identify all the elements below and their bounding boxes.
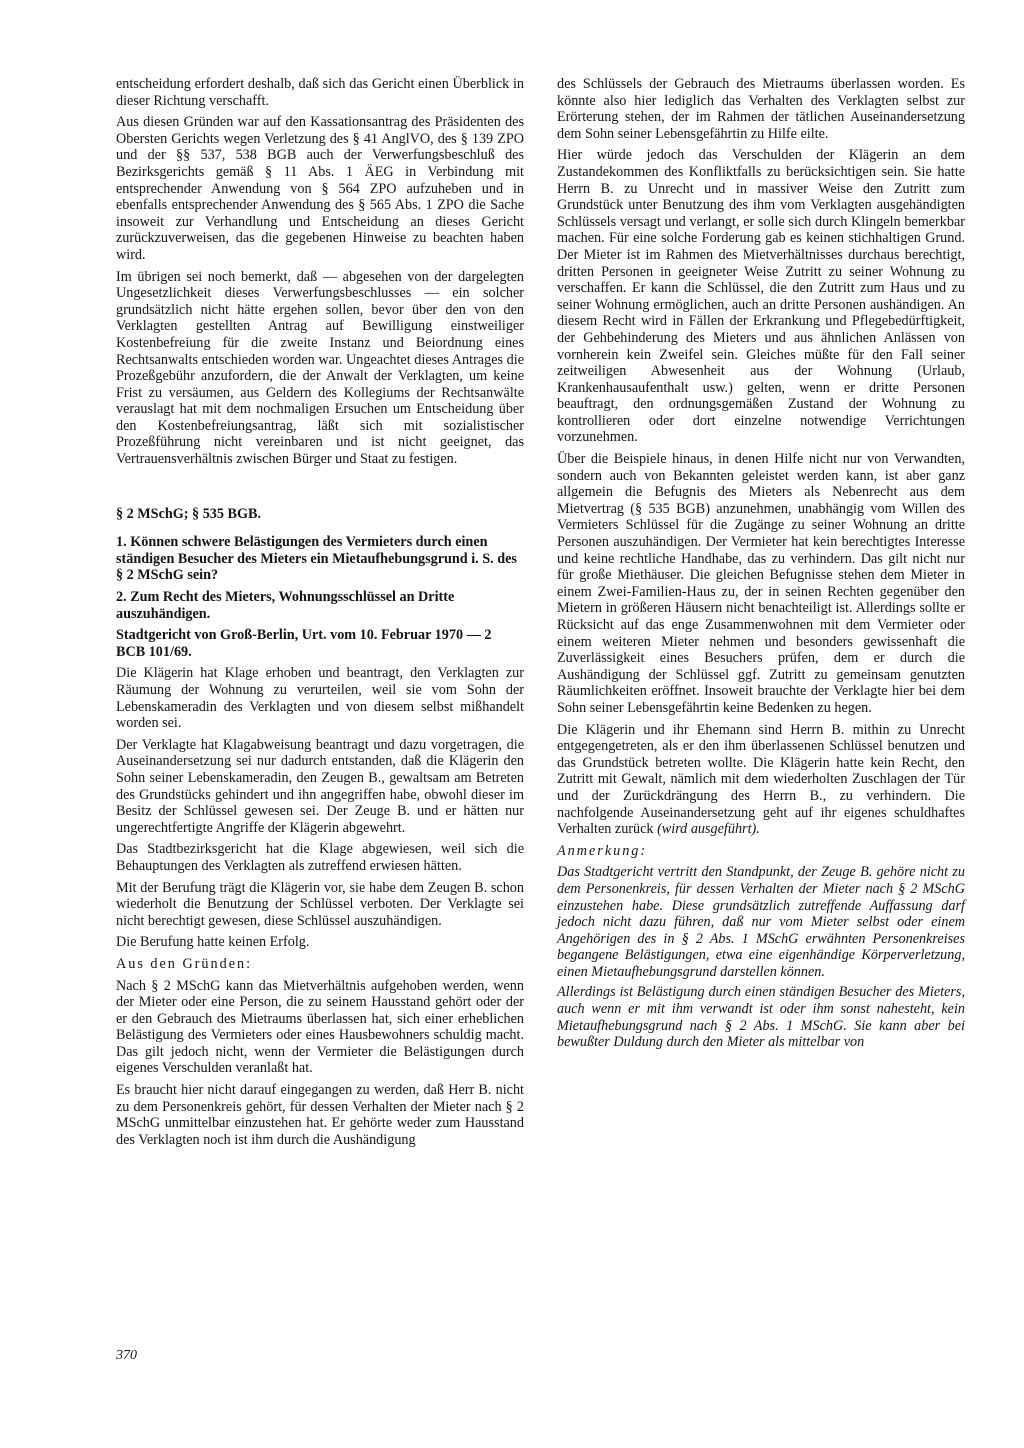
annotation-body <box>557 864 965 1051</box>
court-citation: Stadtgericht von Groß-Berlin, Urt. vom 10. Februar 1970 — 2 BCB 101/69. <box>116 627 492 660</box>
paragraph: Im übrigen sei noch bemerkt, daß — abgesehen von der dargelegten Ungesetzlichkeit dieses Verwerfungsbeschlusses — ein solcher grundsätzlich nicht hätte ergehen sollen, bevor über den von den Verklagten gestellten Antrag auf Bewilligung einstweiliger Kostenbefreiung für die zweite Instanz und Beiordnung eines Rechtsanwalts entschieden worden war. Ungeachtet dieses Antrages die Prozeßgebühr anzufordern, die der Anwalt der Verklagten, um keine Frist zu versäumen, aus Geldern des Kollegiums der Rechtsanwälte verauslagt hat mit dem nochmaligen Ersuchen um Entscheidung über den Kostenbefreiungsantrag, läßt sich mit sozialistischer Prozeßführung nicht vereinbaren und ist nicht geeignet, das Vertrauensverhältnis zwischen Bürger und Staat zu festigen. <box>116 268 524 468</box>
paragraph: des Schlüssels der Gebrauch des Mietraums überlassen worden. Es könnte also hier lediglich das Verhalten des Verklagten selbst zur Erörterung stehen, der im Rahmen der tätlichen Auseinandersetzung dem Sohn seiner Lebensgefährtin zu Hilfe eilte. <box>557 76 965 142</box>
annotation-paragraph: Allerdings ist Belästigung durch einen ständigen Besucher des Mieters, auch wenn er mit ihm verwandt ist oder ihm sonst nahesteht, kein Mietaufhebungsgrund nach § 2 Abs. 1 MSchG. Sie kann aber bei bewußter Duldung durch den Mieter als mittelbar von <box>557 984 965 1051</box>
annotation-paragraph: Das Stadtgericht vertritt den Standpunkt, der Zeuge B. gehöre nicht zu dem Personenkreis, für dessen Verhalten der Mieter nach § 2 MSchG einzustehen habe. Diese grundsätzlich zutreffende Auffassung darf jedoch nicht dazu führen, daß nur vom Mieter selbst oder einem Angehörigen des in § 2 Abs. 1 MSchG erwähnten Personenkreises begangene Belästigungen, etwa eine eigenhändige Körperverletzung, einen Mietaufhebungsgrund darstellen können. <box>557 864 965 980</box>
paragraph: Der Verklagte hat Klagabweisung beantragt und dazu vorgetragen, die Auseinandersetzung sei nur dadurch entstanden, daß die Klägerin den Sohn seiner Lebenskameradin, den Zeugen B., gewaltsam am Betreten des Grundstücks gehindert und ihn angegriffen habe, obwohl dieser im Besitz der Schlüssel gewesen sei. Der Zeuge B. und er hätten nur ungerechtfertigte Angriffe der Klägerin abgewehrt. <box>116 736 524 836</box>
note-title: Anmerkung: <box>557 842 648 859</box>
paragraph: Das Stadtbezirksgericht hat die Klage abgewiesen, weil sich die Behauptungen des Verklagten als zutreffend erwiesen hätten. <box>116 841 524 874</box>
paragraph: Über die Beispiele hinaus, in denen Hilfe nicht nur von Verwandten, sondern auch von Bekannten geleistet werden kann, ist aber ganz allgemein die Befugnis des Mieters als Nebenrecht aus dem Mietvertrag (§ 535 BGB) anzunehmen, unabhängig vom Willen des Vermieters Schlüssel für die Zugänge zu seiner Wohnung an dritte Personen auszuhändigen. Der Vermieter hat kein berechtigtes Interesse und keine rechtliche Handhabe, das zu verhindern. Das gilt nicht nur für große Miethäuser. Die gleichen Befugnisse stehen dem Mieter in einem Zwei-Familien-Haus zu, der in seinen Rechten gegenüber den Mietern in größeren Häusern nicht benachteiligt ist. Allerdings sollte er Rücksicht auf das enge Zusammenwohnen mit dem Vermieter oder einem weiteren Mieter nehmen und besonders gewissenhaft die Zuverlässigkeit eines Besuchers prüfen, dem er durch die Aushändigung der Schlüssel ggf. Zutritt zu gemeinsam genutzten Räumlichkeiten eröffnet. Insoweit brauchte der Verklagte hier bei dem Sohn seiner Lebensgefährtin keine Bedenken zu hegen. <box>557 451 965 716</box>
paragraph-text: Die Klägerin und ihr Ehemann sind Herrn B. mithin zu Unrecht entgegengetreten, als er den ihm überlassenen Schlüssel benutzen und das Grundstück betreten wollte. Die Klägerin hatte kein Recht, den Zutritt mit Gewalt, nämlich mit dem wiederholten Zuschlagen der Tür und der Zurückdrängung des Herrn B., zu verhindern. Die nachfolgende Auseinandersetzung geht auf ihr eigenes schuldhaftes Verhalten zurück <box>557 721 965 838</box>
paragraph: Es braucht hier nicht darauf eingegangen zu werden, daß Herr B. nicht zu dem Personenkreis gehört, für dessen Verhalten der Mieter nach § 2 MSchG unmittelbar einzustehen hat. Er gehörte weder zum Hausstand des Verklagten noch ist ihm durch die Aushändigung <box>116 1082 524 1148</box>
reasons-title: Aus den Gründen: <box>116 955 253 972</box>
paragraph: Nach § 2 MSchG kann das Mietverhältnis aufgehoben werden, wenn der Mieter oder eine Person, die zu seinem Hausstand gehört oder der er den Gebrauch des Mietraums überlassen hat, sich einer erheblichen Belästigung des Vermieters oder eines Hausbewohners schuldig macht. Das gilt jedoch nicht, wenn der Vermieter die Belästigungen durch eigenes Verschulden veranlaßt hat. <box>116 977 524 1077</box>
page-number: 370 <box>116 1348 137 1363</box>
left-column <box>116 76 524 1153</box>
headnote-2: 2. Zum Recht des Mieters, Wohnungsschlüssel an Dritte auszuhändigen. <box>116 589 455 622</box>
paragraph: Aus diesen Gründen war auf den Kassationsantrag des Präsidenten des Obersten Gerichts wegen Verletzung des § 41 AnglVO, des § 139 ZPO und der §§ 537, 538 BGB auch der Verwerfungsbeschluß des Bezirksgerichts gemäß § 11 Abs. 1 ÄEG in Verbindung mit entsprechender Anwendung von § 564 ZPO aufzuheben und in ebenfalls entsprechender Anwendung des § 565 Abs. 1 ZPO die Sache insoweit zur Verhandlung und Entscheidung an dieses Gericht zurückzuverweisen, das die gegebenen Hinweise zu beachten haben wird. <box>116 114 524 263</box>
omission-note: (wird ausgeführt). <box>657 821 760 838</box>
paragraph: entscheidung erfordert deshalb, daß sich das Gericht einen Überblick in dieser Richtung verschafft. <box>116 76 524 109</box>
paragraph: Hier würde jedoch das Verschulden der Klägerin an dem Zustandekommen des Konfliktfalls zu berücksichtigen sein. Sie hatte Herrn B. zu Unrecht und in massiver Weise den Zutritt zum Grundstück unter Benutzung des ihm vom Verklagten ausgehändigten Schlüssels versagt und verlangt, er solle sich durch Klingeln bemerkbar machen. Für eine solche Forderung gab es keinen stichhaltigen Grund. Der Mieter ist im Rahmen des Mietverhältnisses durchaus berechtigt, dritten Personen in geeigneter Weise Zutritt zu seiner Wohnung zu verschaffen. Er kann die Schlüssel, die den Zutritt zum Haus und zu seiner Wohnung ermöglichen, auch an dritte Personen aushändigen. An diesem Recht wird in Fällen der Erkrankung und Pflegebedürftigkeit, der Gehbehinderung des Mieters und aus ähnlichen Anlässen von vornherein kein Zweifel sein. Gleiches müßte für den Fall seiner zeitweiligen Abwesenheit aus der Wohnung (Urlaub, Krankenhausaufenthalt usw.) gelten, wenn er dritte Personen beauftragt, den ordnungsgemäßen Zustand der Wohnung zu kontrollieren oder dort einzelne notwendige Verrichtungen vorzunehmen. <box>557 147 965 446</box>
paragraph <box>557 722 965 838</box>
paragraph: Mit der Berufung trägt die Klägerin vor, sie habe dem Zeugen B. schon wiederholt die Benutzung der Schlüssel verboten. Der Verklagte sei nicht berechtigt gewesen, diese Schlüssel auszuhändigen. <box>116 879 524 929</box>
paragraph: Die Berufung hatte keinen Erfolg. <box>116 934 310 951</box>
norm-reference: § 2 MSchG; § 535 BGB. <box>116 505 262 522</box>
right-column <box>557 76 965 1055</box>
paragraph: Die Klägerin hat Klage erhoben und beantragt, den Verklagten zur Räumung der Wohnung zu verurteilen, weil sie vom Sohn der Lebenskameradin des Verklagten und von diesem selbst mißhandelt worden sei. <box>116 665 524 732</box>
headnote-1: 1. Können schwere Belästigungen des Vermieters durch einen ständigen Besucher des Mieters ein Mietaufhebungsgrund i. S. des § 2 MSchG sein? <box>116 534 517 584</box>
